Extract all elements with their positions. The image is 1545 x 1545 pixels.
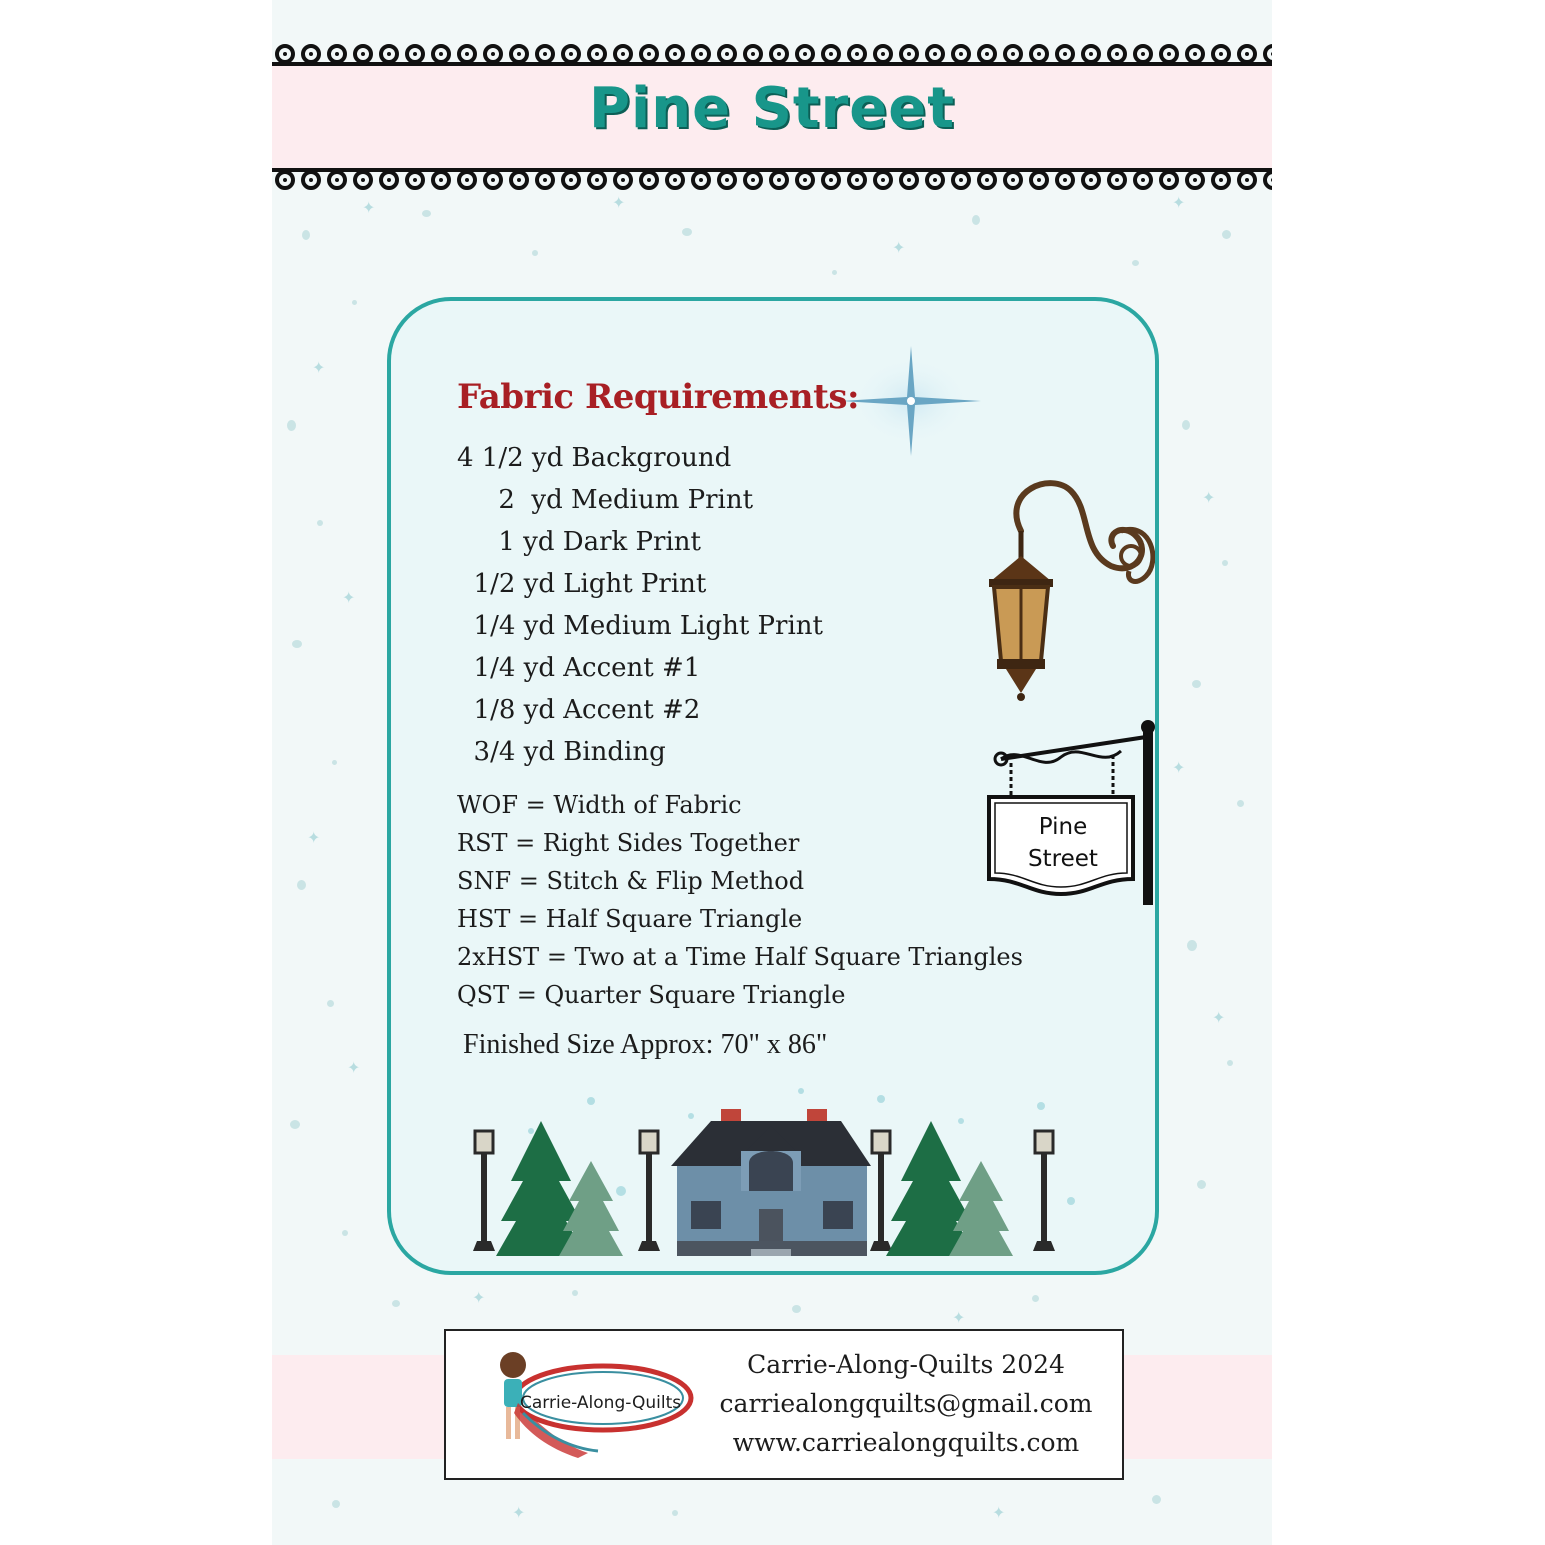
street-lamp-icon	[473, 1131, 495, 1251]
snow-speckle-background: ✦ ✦ ✦ ✦ ✦ ✦ ✦ ✦ ✦ ✦ ✦ ✦ ✦ ✦ ✦	[272, 0, 1272, 1545]
footer-contact-box	[444, 1329, 1124, 1480]
list-item: RST = Right Sides Together	[457, 829, 800, 857]
email-line: carriealongquilts@gmail.com	[719, 1389, 1093, 1418]
street-lamp-icon	[870, 1131, 892, 1251]
logo-text: Carrie-Along-Quilts	[520, 1393, 682, 1413]
copyright-line: Carrie-Along-Quilts 2024	[747, 1350, 1065, 1379]
list-item: 4 1/2 yd Background	[457, 443, 732, 473]
website-line: www.carriealongquilts.com	[732, 1428, 1080, 1457]
finished-size: Finished Size Approx: 70" x 86"	[463, 1029, 828, 1060]
list-item: 3/4 yd Binding	[457, 737, 666, 767]
street-lamp-icon	[638, 1131, 660, 1251]
sign-text	[1003, 811, 1123, 875]
list-item: 1/4 yd Medium Light Print	[457, 611, 823, 641]
fabric-requirements-heading: Fabric Requirements:	[457, 377, 860, 417]
list-item: 1 yd Dark Print	[457, 527, 701, 557]
sign-line-2: Street	[1028, 846, 1098, 872]
sign-line-1: Pine	[1038, 814, 1088, 840]
lace-border-top	[272, 44, 1272, 66]
list-item: 2 yd Medium Print	[457, 485, 754, 515]
abbreviation-list	[457, 791, 1023, 1019]
page-title: Pine Street	[588, 76, 956, 141]
list-item: SNF = Stitch & Flip Method	[457, 867, 805, 895]
list-item: 2xHST = Two at a Time Half Square Triangles	[457, 943, 1023, 971]
street-scene-illustration	[441, 1081, 1101, 1261]
house-icon	[671, 1109, 871, 1256]
street-lamp-icon	[1033, 1131, 1055, 1251]
list-item: HST = Half Square Triangle	[457, 905, 803, 933]
street-lantern-icon	[961, 471, 1159, 711]
requirements-card	[387, 297, 1159, 1275]
pattern-back-cover	[272, 0, 1272, 1545]
lace-border-bottom	[272, 168, 1272, 190]
footer-contact-lines	[706, 1345, 1106, 1462]
pine-tree-icon	[496, 1121, 623, 1256]
list-item: 1/4 yd Accent #1	[457, 653, 701, 683]
list-item: 1/2 yd Light Print	[457, 569, 707, 599]
list-item: QST = Quarter Square Triangle	[457, 981, 846, 1009]
list-item: WOF = Width of Fabric	[457, 791, 742, 819]
fabric-list	[457, 443, 823, 779]
pine-tree-icon	[886, 1121, 1013, 1256]
list-item: 1/8 yd Accent #2	[457, 695, 701, 725]
